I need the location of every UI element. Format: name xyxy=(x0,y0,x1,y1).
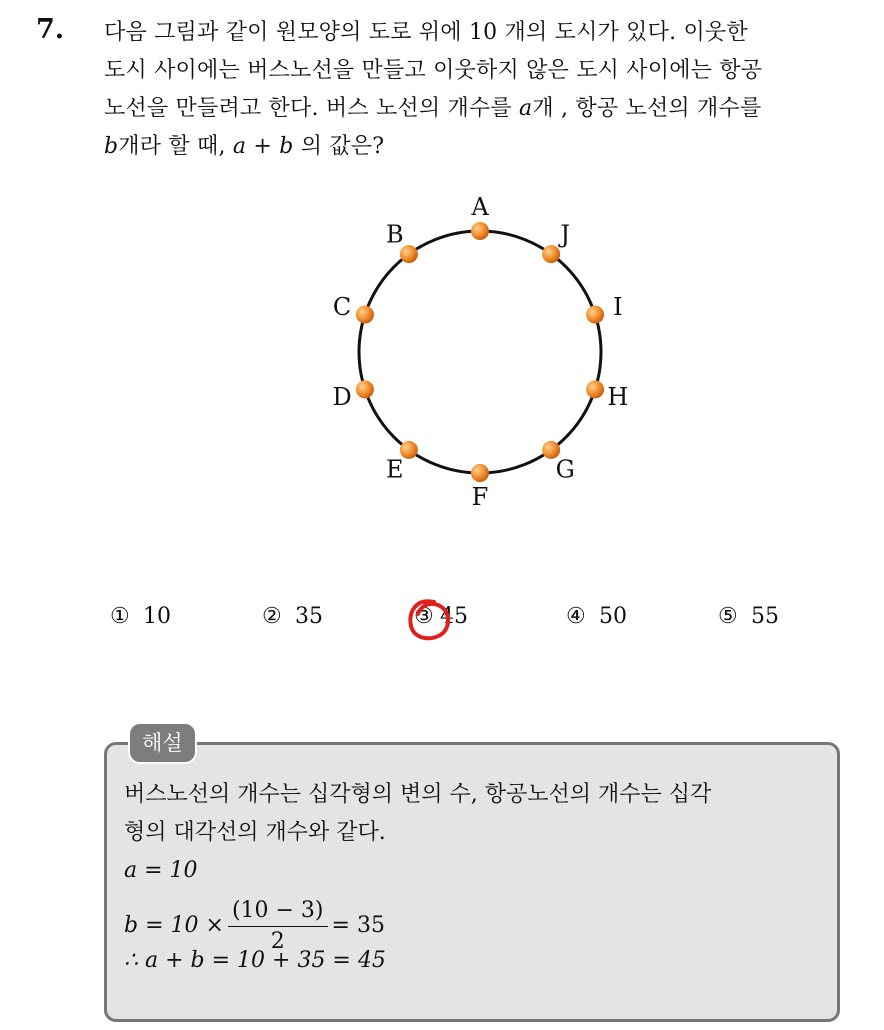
choice-1[interactable]: ① 10 xyxy=(110,604,171,629)
choice-5[interactable]: ⑤ 55 xyxy=(718,604,779,629)
city-point-f xyxy=(471,464,489,482)
variable-a: a xyxy=(519,96,533,121)
city-label-a: A xyxy=(471,193,489,221)
city-label-e: E xyxy=(386,455,404,484)
solution-line-1: 버스노선의 개수는 십각형의 변의 수, 항공노선의 개수는 십각 xyxy=(124,782,712,807)
city-label-j: J xyxy=(560,220,571,249)
city-point-j xyxy=(542,245,560,263)
variable-b: b xyxy=(104,134,119,159)
question-line-3: 노선을 만들려고 한다. 버스 노선의 개수를 a개 , 항공 노선의 개수를 xyxy=(104,96,762,121)
city-label-g: G xyxy=(555,455,575,484)
solution-eq-3: ∴ a + b = 10 + 35 = 45 xyxy=(124,948,386,973)
city-label-i: I xyxy=(613,293,623,322)
circle-city-diagram xyxy=(320,188,640,528)
choice-3[interactable]: ③ 45 xyxy=(414,604,468,629)
city-point-i xyxy=(586,306,604,324)
selected-answer-circle xyxy=(404,596,454,646)
question-line-1: 다음 그림과 같이 원모양의 도로 위에 10 개의 도시가 있다. 이웃한 xyxy=(104,20,748,45)
fraction: $\frac{(10 - 3)}{2}$ xyxy=(228,896,328,957)
city-point-a xyxy=(471,222,489,240)
city-label-d: D xyxy=(332,382,352,411)
solution-line-2: 형의 대각선의 개수와 같다. xyxy=(124,820,386,845)
choice-2[interactable]: ② 35 xyxy=(262,604,323,629)
city-label-c: C xyxy=(332,293,352,322)
answer-choices xyxy=(110,604,870,644)
circular-road xyxy=(359,231,601,473)
solution-eq-2: b = 10 × $\frac{(10 - 3)}{2}$ = 35 xyxy=(124,890,844,962)
solution-tag: 해설 xyxy=(128,722,197,764)
question-line-4: b개라 할 때, a + b 의 값은? xyxy=(104,134,385,159)
expr-a-plus-b: a + b xyxy=(232,134,294,159)
question-number: 7. xyxy=(36,14,65,45)
city-point-d xyxy=(356,380,374,398)
city-point-h xyxy=(586,380,604,398)
solution-eq-1: a = 10 xyxy=(124,858,198,883)
city-label-f: F xyxy=(471,483,489,511)
city-point-c xyxy=(356,306,374,324)
solution-text xyxy=(124,776,844,980)
city-label-h: H xyxy=(607,382,629,411)
choice-4[interactable]: ④ 50 xyxy=(566,604,627,629)
question-line-2: 도시 사이에는 버스노선을 만들고 이웃하지 않은 도시 사이에는 항공 xyxy=(104,58,763,83)
question-text xyxy=(104,14,864,166)
city-label-b: B xyxy=(385,220,404,249)
